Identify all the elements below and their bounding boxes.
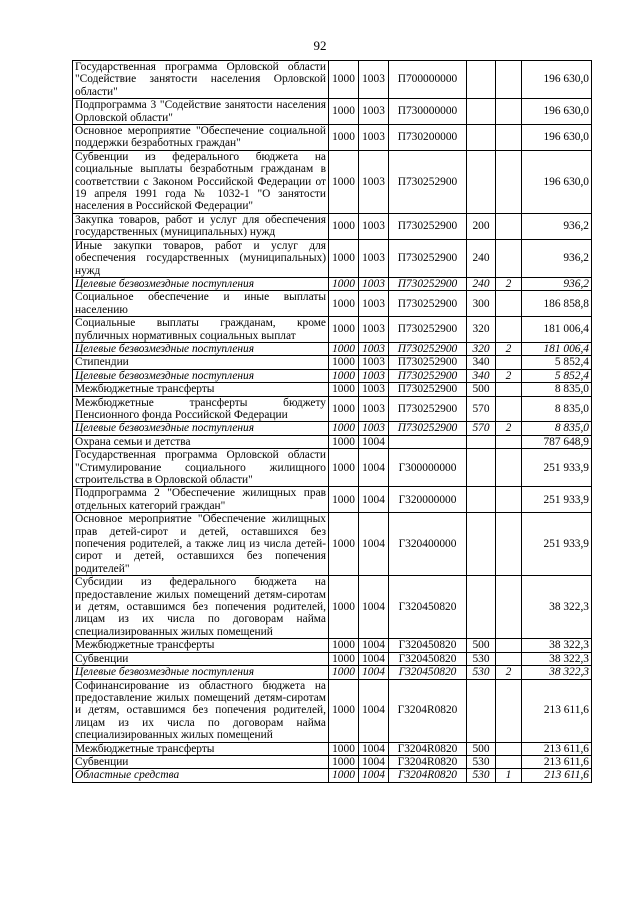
subsection-code: 1003 [359, 61, 389, 99]
section-code: 1000 [329, 755, 359, 768]
table-row [73, 742, 592, 755]
table-row [73, 422, 592, 435]
funding-source-code [496, 679, 522, 742]
section-code: 1000 [329, 317, 359, 343]
table-row [73, 356, 592, 369]
funding-source-code: 1 [496, 769, 522, 782]
subsection-code: 1004 [359, 666, 389, 679]
table-row [73, 99, 592, 125]
funding-source-code: 2 [496, 277, 522, 290]
funding-source-code [496, 513, 522, 576]
subsection-code: 1004 [359, 679, 389, 742]
amount: 213 611,6 [522, 679, 592, 742]
row-name: Субвенции из федерального бюджета на социальные выплаты безработным гражданам в соответствии с Законом Российской Федерации от 19 апреля 1991 года № 1032-1 "О занятости населения в Российской Федерации" [73, 150, 329, 213]
amount: 251 933,9 [522, 513, 592, 576]
funding-source-code [496, 435, 522, 448]
subsection-code: 1003 [359, 150, 389, 213]
table-row [73, 666, 592, 679]
amount: 213 611,6 [522, 742, 592, 755]
expense-type-code [467, 125, 496, 151]
subsection-code: 1003 [359, 422, 389, 435]
target-article-code: П730252900 [389, 317, 467, 343]
target-article-code: П730252900 [389, 291, 467, 317]
section-code: 1000 [329, 487, 359, 513]
target-article-code: П730252900 [389, 396, 467, 422]
row-name: Софинансирование из областного бюджета на предоставление жилых помещений детям-сиротам и детям, оставшимся без попечения родителей, лицам из их числа по договорам найма специализированных жилых помещений [73, 679, 329, 742]
expense-type-code [467, 435, 496, 448]
table-row [73, 150, 592, 213]
amount: 8 835,0 [522, 396, 592, 422]
subsection-code: 1003 [359, 356, 389, 369]
expense-type-code: 500 [467, 383, 496, 396]
funding-source-code [496, 99, 522, 125]
section-code: 1000 [329, 742, 359, 755]
subsection-code: 1003 [359, 239, 389, 277]
section-code: 1000 [329, 213, 359, 239]
row-name: Социальные выплаты гражданам, кроме публичных нормативных социальных выплат [73, 317, 329, 343]
funding-source-code: 2 [496, 422, 522, 435]
target-article-code: Г3204R0820 [389, 769, 467, 782]
section-code: 1000 [329, 99, 359, 125]
funding-source-code [496, 639, 522, 652]
expense-type-code [467, 576, 496, 639]
subsection-code: 1004 [359, 742, 389, 755]
section-code: 1000 [329, 652, 359, 665]
row-name: Подпрограмма 2 "Обеспечение жилищных прав отдельных категорий граждан" [73, 487, 329, 513]
target-article-code: П700000000 [389, 61, 467, 99]
table-row [73, 369, 592, 382]
amount: 5 852,4 [522, 356, 592, 369]
subsection-code: 1004 [359, 639, 389, 652]
section-code: 1000 [329, 679, 359, 742]
section-code: 1000 [329, 576, 359, 639]
row-name: Субвенции [73, 652, 329, 665]
funding-source-code [496, 396, 522, 422]
funding-source-code [496, 755, 522, 768]
expense-type-code: 340 [467, 356, 496, 369]
row-name: Целевые безвозмездные поступления [73, 666, 329, 679]
target-article-code: П730252900 [389, 356, 467, 369]
table-row [73, 383, 592, 396]
funding-source-code [496, 125, 522, 151]
expense-type-code: 200 [467, 213, 496, 239]
row-name: Основное мероприятие "Обеспечение социальной поддержки безработных граждан" [73, 125, 329, 151]
row-name: Субвенции [73, 755, 329, 768]
table-row [73, 435, 592, 448]
table-row [73, 652, 592, 665]
row-name: Межбюджетные трансферты [73, 383, 329, 396]
funding-source-code: 2 [496, 666, 522, 679]
section-code: 1000 [329, 435, 359, 448]
subsection-code: 1004 [359, 435, 389, 448]
target-article-code: П730200000 [389, 125, 467, 151]
section-code: 1000 [329, 369, 359, 382]
row-name: Охрана семьи и детства [73, 435, 329, 448]
funding-source-code [496, 576, 522, 639]
expense-type-code: 570 [467, 422, 496, 435]
amount: 38 322,3 [522, 576, 592, 639]
subsection-code: 1004 [359, 576, 389, 639]
table-row [73, 487, 592, 513]
row-name: Государственная программа Орловской области "Содействие занятости населения Орловской области" [73, 61, 329, 99]
funding-source-code [496, 487, 522, 513]
amount: 196 630,0 [522, 99, 592, 125]
funding-source-code [496, 652, 522, 665]
funding-source-code: 2 [496, 369, 522, 382]
target-article-code: П730252900 [389, 422, 467, 435]
table-row [73, 61, 592, 99]
funding-source-code [496, 742, 522, 755]
row-name: Целевые безвозмездные поступления [73, 369, 329, 382]
section-code: 1000 [329, 125, 359, 151]
target-article-code: П730252900 [389, 383, 467, 396]
amount: 38 322,3 [522, 666, 592, 679]
section-code: 1000 [329, 61, 359, 99]
row-name: Закупка товаров, работ и услуг для обеспечения государственных (муниципальных) нужд [73, 213, 329, 239]
expense-type-code [467, 61, 496, 99]
funding-source-code [496, 213, 522, 239]
amount: 8 835,0 [522, 383, 592, 396]
expense-type-code [467, 487, 496, 513]
subsection-code: 1003 [359, 125, 389, 151]
section-code: 1000 [329, 666, 359, 679]
table-row [73, 396, 592, 422]
row-name: Государственная программа Орловской области "Стимулирование социального жилищного строительства в Орловской области" [73, 449, 329, 487]
subsection-code: 1004 [359, 755, 389, 768]
funding-source-code [496, 317, 522, 343]
amount: 936,2 [522, 239, 592, 277]
expense-type-code: 300 [467, 291, 496, 317]
expense-type-code: 530 [467, 666, 496, 679]
amount: 8 835,0 [522, 422, 592, 435]
subsection-code: 1003 [359, 317, 389, 343]
funding-source-code [496, 291, 522, 317]
target-article-code: Г320450820 [389, 652, 467, 665]
section-code: 1000 [329, 291, 359, 317]
section-code: 1000 [329, 239, 359, 277]
amount: 251 933,9 [522, 487, 592, 513]
subsection-code: 1003 [359, 213, 389, 239]
subsection-code: 1004 [359, 652, 389, 665]
target-article-code: П730252900 [389, 213, 467, 239]
amount: 936,2 [522, 277, 592, 290]
table-row [73, 639, 592, 652]
table-body [73, 61, 592, 783]
section-code: 1000 [329, 277, 359, 290]
amount: 196 630,0 [522, 150, 592, 213]
row-name: Межбюджетные трансферты [73, 742, 329, 755]
funding-source-code [496, 356, 522, 369]
target-article-code: П730252900 [389, 277, 467, 290]
table-row [73, 576, 592, 639]
table-row [73, 317, 592, 343]
amount: 5 852,4 [522, 369, 592, 382]
row-name: Целевые безвозмездные поступления [73, 422, 329, 435]
target-article-code: Г320450820 [389, 666, 467, 679]
expense-type-code: 320 [467, 342, 496, 355]
table-row [73, 213, 592, 239]
expense-type-code: 240 [467, 239, 496, 277]
subsection-code: 1003 [359, 291, 389, 317]
expense-type-code [467, 449, 496, 487]
row-name: Подпрограмма 3 "Содействие занятости населения Орловской области" [73, 99, 329, 125]
target-article-code: П730252900 [389, 239, 467, 277]
table-row [73, 679, 592, 742]
target-article-code: Г3204R0820 [389, 742, 467, 755]
table-row [73, 513, 592, 576]
row-name: Основное мероприятие "Обеспечение жилищных прав детей-сирот и детей, оставшихся без попечения родителей, а также лиц из числа детей-сирот и детей, оставшихся без попечения родителей" [73, 513, 329, 576]
target-article-code: Г3204R0820 [389, 679, 467, 742]
section-code: 1000 [329, 150, 359, 213]
section-code: 1000 [329, 383, 359, 396]
table-row [73, 755, 592, 768]
target-article-code: Г3204R0820 [389, 755, 467, 768]
row-name: Межбюджетные трансферты [73, 639, 329, 652]
section-code: 1000 [329, 639, 359, 652]
subsection-code: 1003 [359, 396, 389, 422]
target-article-code: Г320450820 [389, 576, 467, 639]
expense-type-code: 340 [467, 369, 496, 382]
table-row [73, 277, 592, 290]
row-name: Целевые безвозмездные поступления [73, 342, 329, 355]
section-code: 1000 [329, 422, 359, 435]
expense-type-code [467, 99, 496, 125]
table-row [73, 449, 592, 487]
expense-type-code: 320 [467, 317, 496, 343]
funding-source-code [496, 383, 522, 396]
page-number: 92 [313, 38, 327, 53]
expense-type-code: 530 [467, 755, 496, 768]
section-code: 1000 [329, 342, 359, 355]
target-article-code: П730252900 [389, 150, 467, 213]
subsection-code: 1004 [359, 769, 389, 782]
amount: 196 630,0 [522, 61, 592, 99]
target-article-code: Г320000000 [389, 487, 467, 513]
row-name: Субсидии из федерального бюджета на предоставление жилых помещений детям-сиротам и детям, оставшимся без попечения родителей, лицам из их числа по договорам найма специализированных жилых помещений [73, 576, 329, 639]
subsection-code: 1003 [359, 342, 389, 355]
section-code: 1000 [329, 513, 359, 576]
expense-type-code [467, 679, 496, 742]
row-name: Целевые безвозмездные поступления [73, 277, 329, 290]
amount: 38 322,3 [522, 652, 592, 665]
funding-source-code [496, 449, 522, 487]
expense-type-code: 500 [467, 639, 496, 652]
table-row [73, 769, 592, 782]
expense-type-code: 570 [467, 396, 496, 422]
amount: 213 611,6 [522, 769, 592, 782]
row-name: Стипендии [73, 356, 329, 369]
amount: 38 322,3 [522, 639, 592, 652]
section-code: 1000 [329, 396, 359, 422]
row-name: Межбюджетные трансферты бюджету Пенсионного фонда Российской Федерации [73, 396, 329, 422]
table-row [73, 125, 592, 151]
subsection-code: 1003 [359, 383, 389, 396]
amount: 213 611,6 [522, 755, 592, 768]
amount: 936,2 [522, 213, 592, 239]
subsection-code: 1003 [359, 99, 389, 125]
target-article-code: Г300000000 [389, 449, 467, 487]
funding-source-code [496, 61, 522, 99]
funding-source-code [496, 239, 522, 277]
amount: 186 858,8 [522, 291, 592, 317]
expense-type-code: 500 [467, 742, 496, 755]
table-row [73, 239, 592, 277]
subsection-code: 1003 [359, 277, 389, 290]
expense-type-code: 530 [467, 769, 496, 782]
table-row [73, 342, 592, 355]
section-code: 1000 [329, 769, 359, 782]
funding-source-code [496, 150, 522, 213]
target-article-code: П730000000 [389, 99, 467, 125]
amount: 251 933,9 [522, 449, 592, 487]
target-article-code: П730252900 [389, 369, 467, 382]
row-name: Социальное обеспечение и иные выплаты населению [73, 291, 329, 317]
amount: 181 006,4 [522, 317, 592, 343]
subsection-code: 1004 [359, 487, 389, 513]
subsection-code: 1004 [359, 449, 389, 487]
funding-source-code: 2 [496, 342, 522, 355]
row-name: Иные закупки товаров, работ и услуг для обеспечения государственных (муниципальных) нужд [73, 239, 329, 277]
target-article-code: П730252900 [389, 342, 467, 355]
amount: 196 630,0 [522, 125, 592, 151]
target-article-code: Г320450820 [389, 639, 467, 652]
section-code: 1000 [329, 449, 359, 487]
section-code: 1000 [329, 356, 359, 369]
target-article-code [389, 435, 467, 448]
expense-type-code: 530 [467, 652, 496, 665]
subsection-code: 1003 [359, 369, 389, 382]
table-row [73, 291, 592, 317]
amount: 787 648,9 [522, 435, 592, 448]
expense-type-code [467, 150, 496, 213]
budget-table [72, 60, 592, 783]
subsection-code: 1004 [359, 513, 389, 576]
row-name: Областные средства [73, 769, 329, 782]
target-article-code: Г320400000 [389, 513, 467, 576]
expense-type-code [467, 513, 496, 576]
amount: 181 006,4 [522, 342, 592, 355]
expense-type-code: 240 [467, 277, 496, 290]
